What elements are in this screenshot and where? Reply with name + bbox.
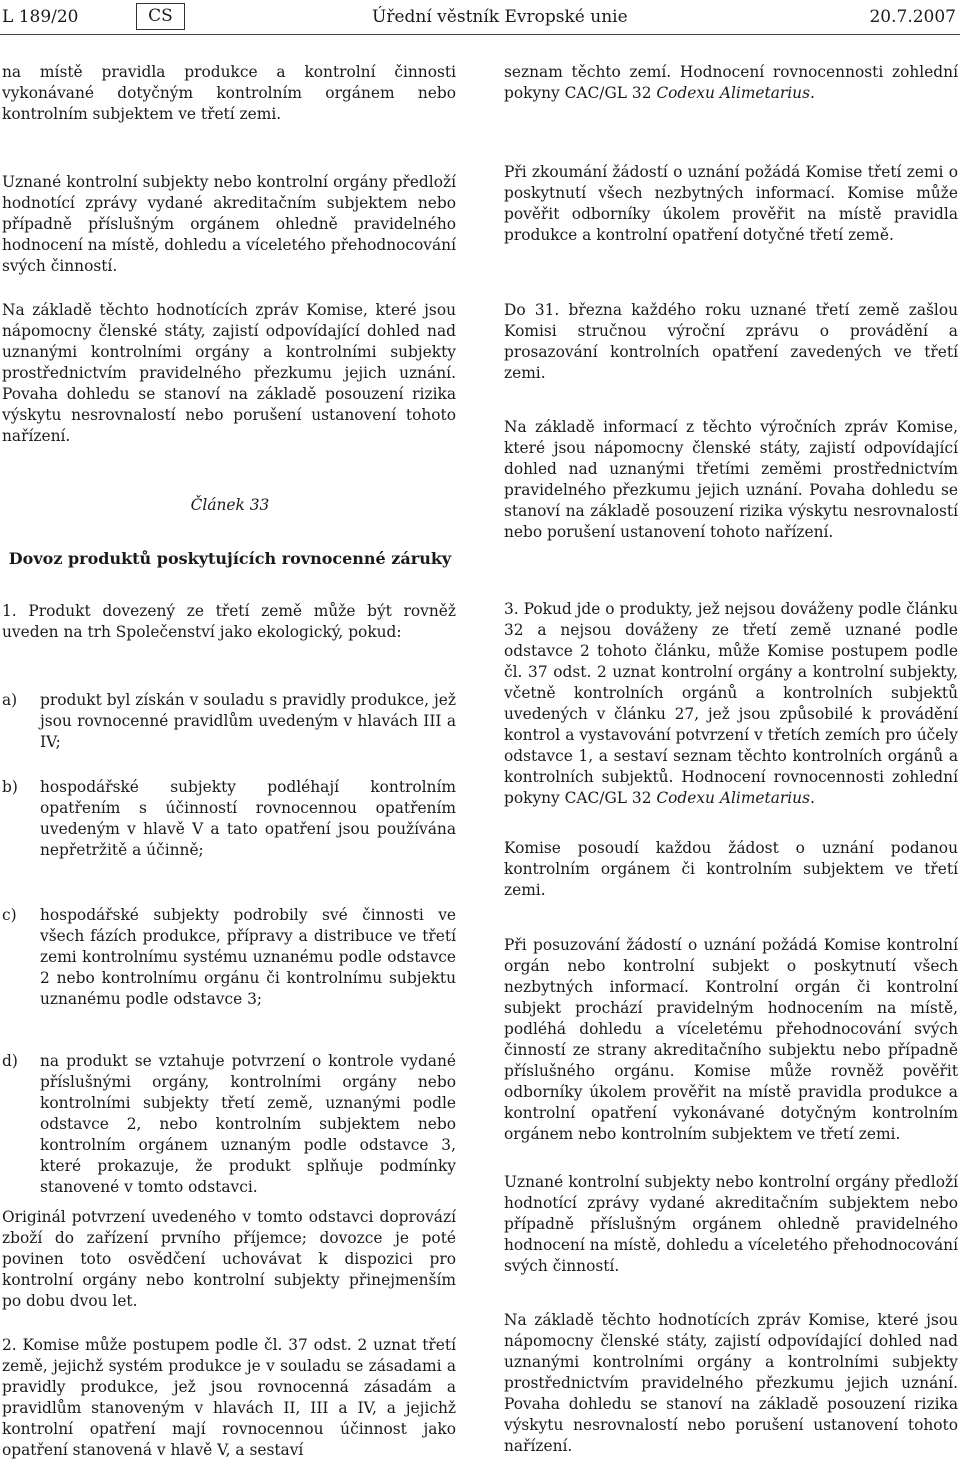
paragraph: Na základě těchto hodnotících zpráv Komise, které jsou nápomocny členské státy, zajistí odpovídající dohled nad uznanými kontrolními orgány a kontrolními subjekty prostřednictvím pravidelného přezkumu jejich uznání. Povaha dohledu se stanoví na základě posouzení rizika výskytu nesrovnalostí nebo porušení ustanovení tohoto nařízení. xyxy=(2,301,456,445)
publication-date: 20.7.2007 xyxy=(869,7,956,27)
list-item-label: d) xyxy=(2,1052,18,1070)
list-item-text: hospodářské subjekty podrobily své činnosti ve všech fázích produkce, přípravy a distribuce ve třetí zemi kontrolnímu systému uznanému podle odstavce 2 nebo kontrolnímu orgánu či kontrolnímu subjektu uznanému podle odstavce 3; xyxy=(40,906,456,1008)
paragraph: Při posuzování žádostí o uznání požádá Komise kontrolní orgán nebo kontrolní subjekt o poskytnutí všech nezbytných informací. Kontrolní orgán či kontrolní subjekt prochází pravidelným hodnocením na místě, podléhá dohledu a víceletému přehodnocování svých činností ze strany akreditačního subjektu nebo případně příslušného orgánu. Komise může rovněž pověřit odborníky úkolem prověřit na místě pravidla produkce a kontrolní opatření vykonávané dotyčným kontrolním orgánem nebo kontrolním subjektem ve třetí zemi. xyxy=(504,936,958,1143)
list-item-text: produkt byl získán v souladu s pravidly produkce, jež jsou rovnocenné pravidlům uvedeným v hlavách III a IV; xyxy=(40,691,456,751)
paragraph: 2. Komise může postupem podle čl. 37 odst. 2 uznat třetí země, jejichž systém produkce je v souladu se zásadami a pravidly produkce, jež jsou rovnocenná zásadám a pravidlům stanoveným v hlavách II, III a IV, a jejichž kontrolní opatření mají rovnocennou účinnost jako opatření stanovená v hlavě V, a sestaví xyxy=(2,1336,456,1459)
paragraph: Do 31. března každého roku uznané třetí země zašlou Komisi stručnou výroční zprávu o provádění a prosazování kontrolních opatření zavedených ve třetí zemi. xyxy=(504,301,958,382)
page-header xyxy=(0,0,960,40)
article-number: Článek 33 xyxy=(190,496,270,514)
paragraph: Uznané kontrolní subjekty nebo kontrolní orgány předloží hodnotící zprávy vydané akreditačním subjektem nebo případně příslušným orgánem ohledně pravidelného hodnocení na místě, dohledu a víceletého přehodnocování svých činností. xyxy=(504,1173,958,1275)
paragraph: na místě pravidla produkce a kontrolní činnosti vykonávané dotyčným kontrolním orgánem nebo kontrolním subjektem ve třetí zemi. xyxy=(2,63,456,123)
paragraph: seznam těchto zemí. Hodnocení rovnocennosti zohlední pokyny CAC/GL 32 Codexu Alimetarius. xyxy=(504,63,958,102)
paragraph: 1. Produkt dovezený ze třetí země může být rovněž uveden na trh Společenství jako ekologický, pokud: xyxy=(2,602,456,641)
language-code-box: CS xyxy=(136,3,185,30)
page-reference: L 189/20 xyxy=(2,7,79,27)
list-item-text: hospodářské subjekty podléhají kontrolním opatřením s účinností rovnocennou opatřením uvedeným v hlavě V a tato opatření jsou používána nepřetržitě a účinně; xyxy=(40,778,456,859)
list-item-text: na produkt se vztahuje potvrzení o kontrole vydané příslušnými orgány, kontrolními orgány nebo kontrolními subjekty třetí země, uznanými podle odstavce 2, nebo kontrolním subjektem nebo kontrolním orgánem uznaným podle odstavce 3, které prokazuje, že produkt splňuje podmínky stanovené v tomto odstavci. xyxy=(40,1052,456,1196)
paragraph: Originál potvrzení uvedeného v tomto odstavci doprovází zboží do zařízení prvního příjemce; dovozce je poté povinen toto osvědčení uchovávat k dispozici pro kontrolní orgány nebo kontrolní subjekty přinejmenším po dobu dvou let. xyxy=(2,1208,456,1310)
paragraph: Na základě těchto hodnotících zpráv Komise, které jsou nápomocny členské státy, zajistí odpovídající dohled nad uznanými kontrolními orgány a kontrolními subjekty prostřednictvím pravidelného přezkumu jejich uznání. Povaha dohledu se stanoví na základě posouzení rizika výskytu nesrovnalostí nebo porušení ustanovení tohoto nařízení. xyxy=(504,1311,958,1455)
article-title: Dovoz produktů poskytujících rovnocenné záruky xyxy=(8,549,452,568)
paragraph: Na základě informací z těchto výročních zpráv Komise, které jsou nápomocny členské státy, zajistí odpovídající dohled nad uznanými třetími zeměmi prostřednictvím pravidelného přezkumu jejich uznání. Povaha dohledu se stanoví na základě posouzení rizika výskytu nesrovnalostí nebo porušení ustanovení tohoto nařízení. xyxy=(504,418,958,541)
paragraph: 3. Pokud jde o produkty, jež nejsou dováženy podle článku 32 a nejsou dováženy ze třetí země uznané podle odstavce 2 tohoto článku, může Komise postupem podle čl. 37 odst. 2 uznat kontrolní orgány a kontrolní subjekty, včetně kontrolních orgánů a kontrolních subjektů uvedených v článku 27, jež jsou způsobilé k provádění kontrol a vystavování potvrzení v třetích zemích pro účely odstavce 1, a sestaví seznam těchto kontrolních orgánů a kontrolních subjektů. Hodnocení rovnocennosti zohlední pokyny CAC/GL 32 Codexu Alimetarius. xyxy=(504,600,958,807)
list-item-label: b) xyxy=(2,778,18,796)
paragraph: Při zkoumání žádostí o uznání požádá Komise třetí zemi o poskytnutí všech nezbytných informací. Komise může pověřit odborníky úkolem prověřit na místě pravidla produkce a kontrolní opatření dotyčné třetí země. xyxy=(504,163,958,244)
journal-title: Úřední věstník Evropské unie xyxy=(372,7,628,27)
paragraph: Uznané kontrolní subjekty nebo kontrolní orgány předloží hodnotící zprávy vydané akreditačním subjektem nebo případně příslušným orgánem ohledně pravidelného hodnocení na místě, dohledu a víceletého přehodnocování svých činností. xyxy=(2,173,456,275)
header-divider xyxy=(0,34,960,35)
list-item-label: a) xyxy=(2,691,18,709)
paragraph: Komise posoudí každou žádost o uznání podanou kontrolním orgánem či kontrolním subjektem ve třetí zemi. xyxy=(504,839,958,899)
list-item-label: c) xyxy=(2,906,17,924)
